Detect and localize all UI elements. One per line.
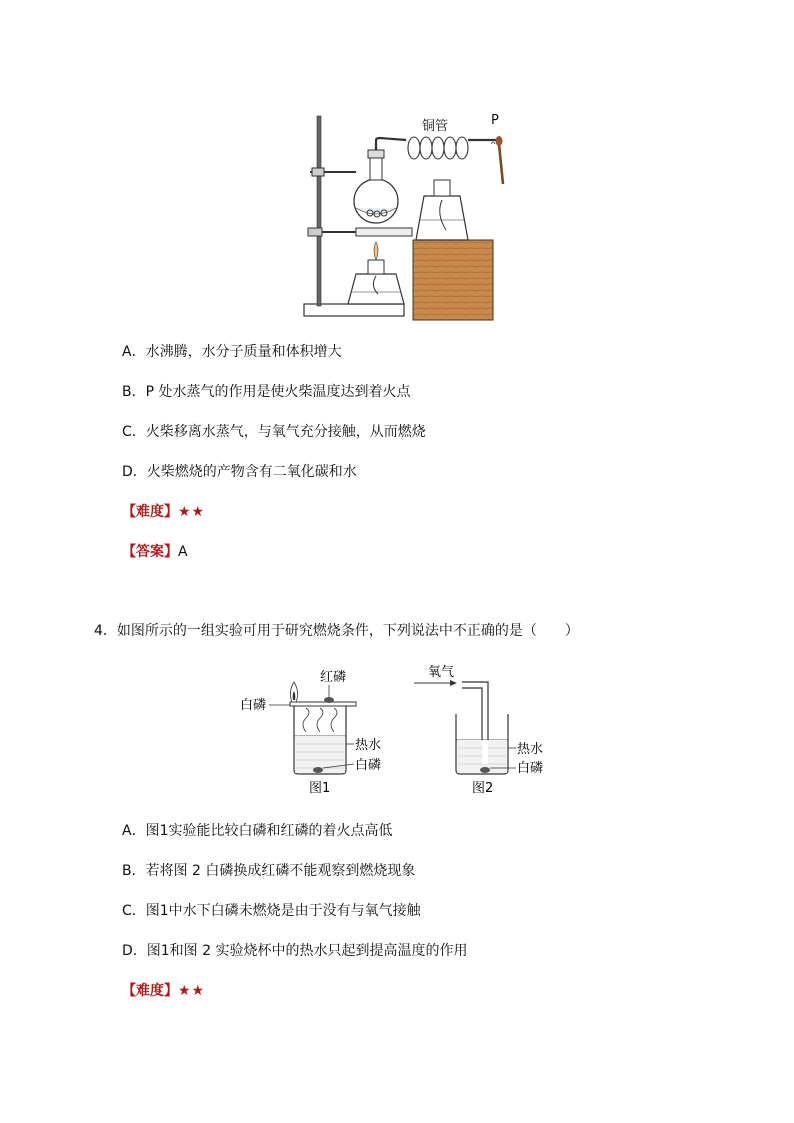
q4-difficulty-stars: ★★ — [178, 983, 206, 999]
q4-stem: 4．如图所示的一组实验可用于研究燃烧条件，下列说法中不正确的是（ ） — [94, 623, 579, 639]
q4-difficulty-label: 【难度】 — [122, 983, 178, 999]
white-phosphorus-1-label: 白磷 — [355, 758, 382, 773]
figure-1-caption: 图1 — [309, 781, 331, 796]
white-phosphorus-2-label: 白磷 — [517, 761, 544, 776]
copper-tube-label: 铜管 — [422, 119, 449, 134]
hot-water-2-label: 热水 — [517, 742, 544, 757]
combustion-figure — [236, 658, 566, 804]
p-label: P — [491, 113, 499, 128]
figure-2-caption: 图2 — [472, 781, 494, 796]
q3-option-c: C．火柴移离水蒸气，与氧气充分接触，从而燃烧 — [122, 424, 426, 440]
q3-answer-label: 【答案】 — [122, 544, 178, 560]
q4-option-c: C．图1中水下白磷未燃烧是由于没有与氧气接触 — [122, 903, 421, 919]
red-phosphorus-label: 红磷 — [320, 670, 347, 685]
hot-water-1-label: 热水 — [355, 738, 382, 753]
q3-answer-value: A — [178, 544, 188, 560]
q4-difficulty — [122, 981, 205, 1001]
oxygen-label: 氧气 — [428, 665, 455, 680]
q3-answer — [122, 542, 188, 562]
q3-option-b: B．P 处水蒸气的作用是使火柴温度达到着火点 — [122, 384, 411, 400]
q4-option-a: A．图1实验能比较白磷和红磷的着火点高低 — [122, 823, 393, 839]
white-phosphorus-top-label: 白磷 — [240, 698, 267, 713]
q3-option-a: A．水沸腾，水分子质量和体积增大 — [122, 344, 342, 360]
q3-difficulty-stars: ★★ — [178, 504, 206, 520]
apparatus-figure — [296, 108, 526, 324]
q3-difficulty — [122, 502, 205, 522]
q4-option-b: B．若将图 2 白磷换成红磷不能观察到燃烧现象 — [122, 863, 416, 879]
q3-difficulty-label: 【难度】 — [122, 504, 178, 520]
q4-option-d: D．图1和图 2 实验烧杯中的热水只起到提高温度的作用 — [122, 943, 468, 959]
q3-option-d: D．火柴燃烧的产物含有二氧化碳和水 — [122, 464, 357, 480]
